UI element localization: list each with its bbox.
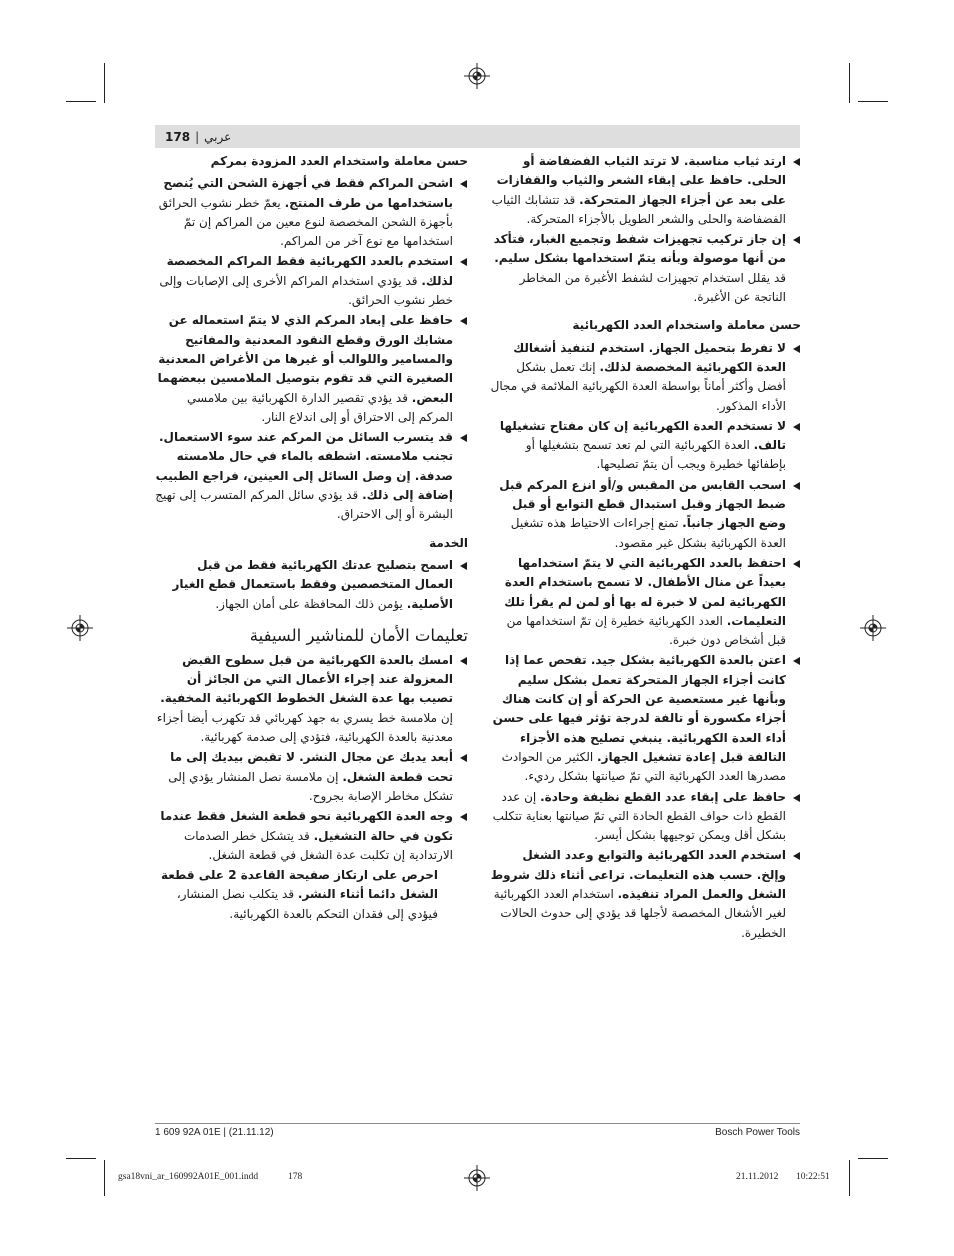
bullet-icon — [793, 794, 800, 802]
explanation-text: إنك تعمل بشكل أفضل وأكثر أماناً بواسطة العدة الكهربائية الملائمة في مجال الأداء المذكور. — [490, 359, 786, 413]
safety-item — [489, 788, 801, 846]
safety-item — [489, 417, 801, 475]
item-text — [155, 428, 453, 524]
crop-mark-top-right-vertical — [849, 63, 850, 103]
registration-mark-icon — [463, 1164, 491, 1192]
item-text — [155, 311, 453, 427]
bullet-icon — [460, 813, 467, 821]
crop-mark-bottom-left-vertical — [104, 1160, 105, 1196]
crop-mark-bottom-left-horizontal — [66, 1158, 96, 1159]
safety-item — [489, 476, 801, 553]
explanation-text: قد يتكلب نصل المنشار، فيؤدي إلى فقدان التحكم بالعدة الكهربائية. — [176, 887, 438, 921]
bullet-icon — [793, 423, 800, 431]
item-text — [155, 174, 453, 251]
warning-text: قد يتسرب السائل من المركم عند سوء الاستعمال. تجنب ملامسته. اشطفه بالماء في حال ملامسته صدفة. إن وصل السائل إلى العينين، فراجع الطبيب إضافة إلى ذلك. — [155, 430, 453, 503]
warning-text: احرص على ارتكاز صفيحة القاعدة 2 على قطعة الشغل دائما أثناء النشر. — [160, 868, 438, 902]
bullet-icon — [793, 158, 800, 166]
explanation-text: إن ملامسة خط يسري به جهد كهربائي قد تكهرب أيضا أجزاء معدنية بالعدة الكهربائية، فتؤدي إلى صدمة كهربائية. — [156, 710, 453, 745]
left-text-column — [155, 152, 468, 925]
crop-mark-top-left-vertical — [104, 63, 105, 103]
footer-divider — [155, 1123, 800, 1124]
warning-text: اعتن بالعدة الكهربائية بشكل جيد. تفحص عما إذا كانت أجزاء الجهاز المتحركة تعمل بشكل سليم وبأنها غير مستعصية عن الحركة أو إن كانت هناك أجزاء مكسورة أو تالفة لدرجة تؤثر فيها على حسن أداء العدة الكهربائية. ينبغي تصليح هذه الأجزاء التالفة قبل إعادة تشغيل الجهاز. — [492, 653, 786, 764]
item-text — [489, 846, 786, 942]
language-label: عربي — [204, 129, 232, 144]
bullet-icon — [460, 562, 467, 570]
safety-item — [155, 311, 468, 427]
slug-file-name: gsa18vni_ar_160992A01E_001.indd — [118, 1172, 259, 1182]
warning-text: استخدم بالعدد الكهربائية فقط المراكم المخصصة لذلك. — [166, 254, 453, 288]
explanation-text: يعمّ خطر نشوب الحرائق بأجهزة الشحن المخصصة لنوع معين من المراكم إن تمّ استخدامها مع نوع آخر من المراكم. — [158, 195, 453, 249]
bullet-icon — [460, 317, 467, 325]
section-heading-tool-use: حسن معاملة واستخدام العدد الكهربائية — [572, 318, 801, 333]
bullet-icon — [793, 852, 800, 860]
warning-text: حافظ على إبعاد المركم الذي لا يتمّ استعماله عن مشابك الورق وقطع النقود المعدنية والمفاتيح والمسامير واللوالب أو غيرها من الأغراض المعدنية الصغيرة التي قد تقوم بتوصيل الملامسين ببعضهما البعض. — [157, 313, 453, 405]
item-text — [489, 651, 786, 786]
item-text — [489, 788, 786, 846]
bullet-icon — [460, 434, 467, 442]
page-header-bar — [155, 125, 800, 148]
crop-mark-top-right-horizontal — [858, 101, 888, 102]
explanation-text: قد يؤدي استخدام المراكم الأخرى إلى الإصابات وإلى خطر نشوب الحرائق. — [159, 273, 453, 308]
registration-mark-icon — [859, 614, 887, 642]
explanation-text: قد يتشكل خطر الصدمات الارتدادية إن تكلبت عدة الشغل في قطعة الشغل. — [183, 828, 453, 862]
header-separator: | — [195, 129, 200, 144]
item-text — [155, 866, 438, 924]
document-code: 1 609 92A 01E | (21.11.12) — [155, 1127, 274, 1138]
warning-text: استخدم العدد الكهربائية والتوابع وعدد الشغل وإلخ. حسب هذه التعليمات. تراعى أثناء ذلك شروط الشغل والعمل المراد تنفيذه. — [490, 848, 786, 901]
safety-item — [155, 807, 468, 865]
explanation-text: يؤمن ذلك المحافظة على أمان الجهاز. — [215, 596, 403, 611]
section-heading-service: الخدمة — [429, 535, 468, 550]
safety-item — [489, 230, 801, 307]
right-text-column — [489, 152, 801, 944]
slug-date: 21.11.2012 — [736, 1172, 779, 1182]
bullet-icon — [460, 754, 467, 762]
warning-text: احتفظ بالعدد الكهربائية التي لا يتمّ استخدامها بعيداً عن منال الأطفال. لا تسمح باستخدام العدة الكهربائية لمن لا خبرة له بها أو لمن لم يقرأ تلك التعليمات. — [504, 555, 786, 628]
bullet-icon — [793, 345, 800, 353]
warning-text: اشحن المراكم فقط في أجهزة الشحن التي يُنصح باستخدامها من طرف المنتج. — [163, 176, 453, 210]
registration-mark-icon — [66, 614, 94, 642]
warning-text: أبعد يديك عن مجال النشر. لا تقبض بيديك إلى ما تحت قطعة الشغل. — [170, 750, 453, 784]
warning-text: امسك بالعدة الكهربائية من قبل سطوح القبض المعزولة عند إجراء الأعمال التي من الجائز أن تصيب بها عدة الشغل الخطوط الكهربائية المخفية. — [160, 652, 453, 706]
safety-item — [489, 339, 801, 416]
item-text — [489, 230, 786, 307]
explanation-text: إن ملامسة نصل المنشار يؤدي إلى تشكل مخاطر الإصابة بجروح. — [168, 769, 453, 803]
explanation-text: قد يقلل استخدام تجهيزات لشفط الأغبرة من المخاطر الناتجة عن الأغبرة. — [519, 270, 786, 305]
bullet-icon — [793, 560, 800, 568]
safety-item — [155, 651, 468, 747]
registration-mark-icon — [463, 62, 491, 90]
safety-item — [155, 556, 468, 614]
item-text — [155, 252, 453, 310]
explanation-text: إن عدد القطع ذات حواف القطع الحادة التي تمّ صيانتها بعناية تتكلب بشكل أقل ويمكن توجيهها بشكل أيسر. — [492, 789, 786, 843]
explanation-text: قد تتشابك الثياب الفضفاضة والحلى والشعر الطويل بالأجزاء المتحركة. — [491, 192, 786, 226]
page-number: 178 — [165, 129, 191, 144]
safety-item — [489, 152, 801, 229]
bullet-icon — [460, 180, 467, 188]
item-text — [155, 807, 453, 865]
explanation-text: الكثير من الحوادث مصدرها العدد الكهربائية التي تمّ صيانتها بشكل رديء. — [501, 749, 786, 784]
crop-mark-top-left-horizontal — [66, 101, 96, 102]
explanation-text: استخدام العدد الكهربائية لغير الأشغال المخصصة لأجلها قد يؤدي إلى حدوث الحالات الخطيرة. — [493, 886, 786, 940]
safety-item — [489, 554, 801, 650]
crop-mark-bottom-right-vertical — [849, 1160, 850, 1196]
item-text — [489, 339, 786, 416]
item-text — [489, 152, 786, 229]
bullet-icon — [460, 258, 467, 266]
item-text — [155, 651, 453, 747]
bullet-icon — [793, 482, 800, 490]
warning-text: اسحب القابس من المقبس و/أو انزع المركم قبل ضبط الجهاز وقبل استبدال قطع التوابع أو قبل وضع الجهاز جانباً. — [499, 477, 786, 531]
crop-mark-bottom-right-horizontal — [858, 1158, 888, 1159]
brand-name: Bosch Power Tools — [715, 1127, 800, 1138]
warning-text: وجه العدة الكهربائية نحو قطعة الشغل فقط عندما تكون في حالة التشغيل. — [160, 809, 453, 843]
safety-item — [489, 846, 801, 942]
bullet-icon — [793, 657, 800, 665]
item-text — [489, 554, 786, 650]
safety-item — [155, 866, 468, 924]
section-heading-battery-tools: حسن معاملة واستخدام العدد المزودة بمركم — [210, 154, 468, 168]
explanation-text: تمنع إجراءات الاحتياط هذه تشغيل العدة الكهربائية بشكل غير مقصود. — [510, 516, 786, 550]
safety-item — [155, 428, 468, 524]
safety-item — [155, 748, 468, 806]
slug-time: 10:22:51 — [796, 1172, 830, 1182]
explanation-text: قد يؤدي سائل المركم المتسرب إلى تهيج البشرة أو إلى الاحتراق. — [155, 488, 453, 522]
explanation-text: العدد الكهربائية خطيرة إن تمّ استخدامها من قبل أشخاص دون خبرة. — [506, 613, 786, 648]
warning-text: إن جاز تركيب تجهيزات شفط وتجميع الغبار، فتأكد من أنها موصولة وبأنه يتمّ استخدامها بشكل سليم. — [493, 232, 786, 266]
slug-page-number: 178 — [288, 1172, 303, 1182]
item-text — [155, 556, 453, 614]
item-text — [155, 748, 453, 806]
item-text — [489, 476, 786, 553]
safety-item — [155, 252, 468, 310]
explanation-text: العدة الكهربائية التي لم تعد تسمح بتشغيلها أو بإطفائها خطيرة ويجب أن يتمّ تصليحها. — [525, 438, 786, 472]
safety-item — [155, 174, 468, 251]
bullet-icon — [460, 657, 467, 665]
warning-text: ارتد ثياب مناسبة. لا ترتد الثياب الفضفاضة أو الحلى. حافظ على إبقاء الشعر والثياب والقفازات على بعد عن أجزاء الجهاز المتحركة. — [496, 154, 786, 207]
warning-text: حافظ على إبقاء عدد القطع نظيفة وحادة. — [540, 789, 786, 804]
item-text — [489, 417, 786, 475]
explanation-text: قد يؤدي تقصير الدارة الكهربائية بين ملامسي المركم إلى الاحتراق أو إلى اندلاع النار. — [186, 390, 453, 424]
warning-text: لا تفرط بتحميل الجهاز. استخدم لتنفيذ أشغالك العدة الكهربائية المخصصة لذلك. — [513, 340, 786, 374]
safety-item — [489, 651, 801, 786]
section-heading-reciprocating-saw-safety: تعليمات الأمان للمناشير السيفية — [249, 625, 468, 645]
warning-text: لا تستخدم العدة الكهربائية إن كان مفتاح تشغيلها تالف. — [499, 418, 786, 453]
warning-text: اسمح بتصليح عدتك الكهربائية فقط من قبل العمال المتخصصين وفقط باستعمال قطع الغيار الأصلية. — [172, 557, 453, 611]
bullet-icon — [793, 236, 800, 244]
